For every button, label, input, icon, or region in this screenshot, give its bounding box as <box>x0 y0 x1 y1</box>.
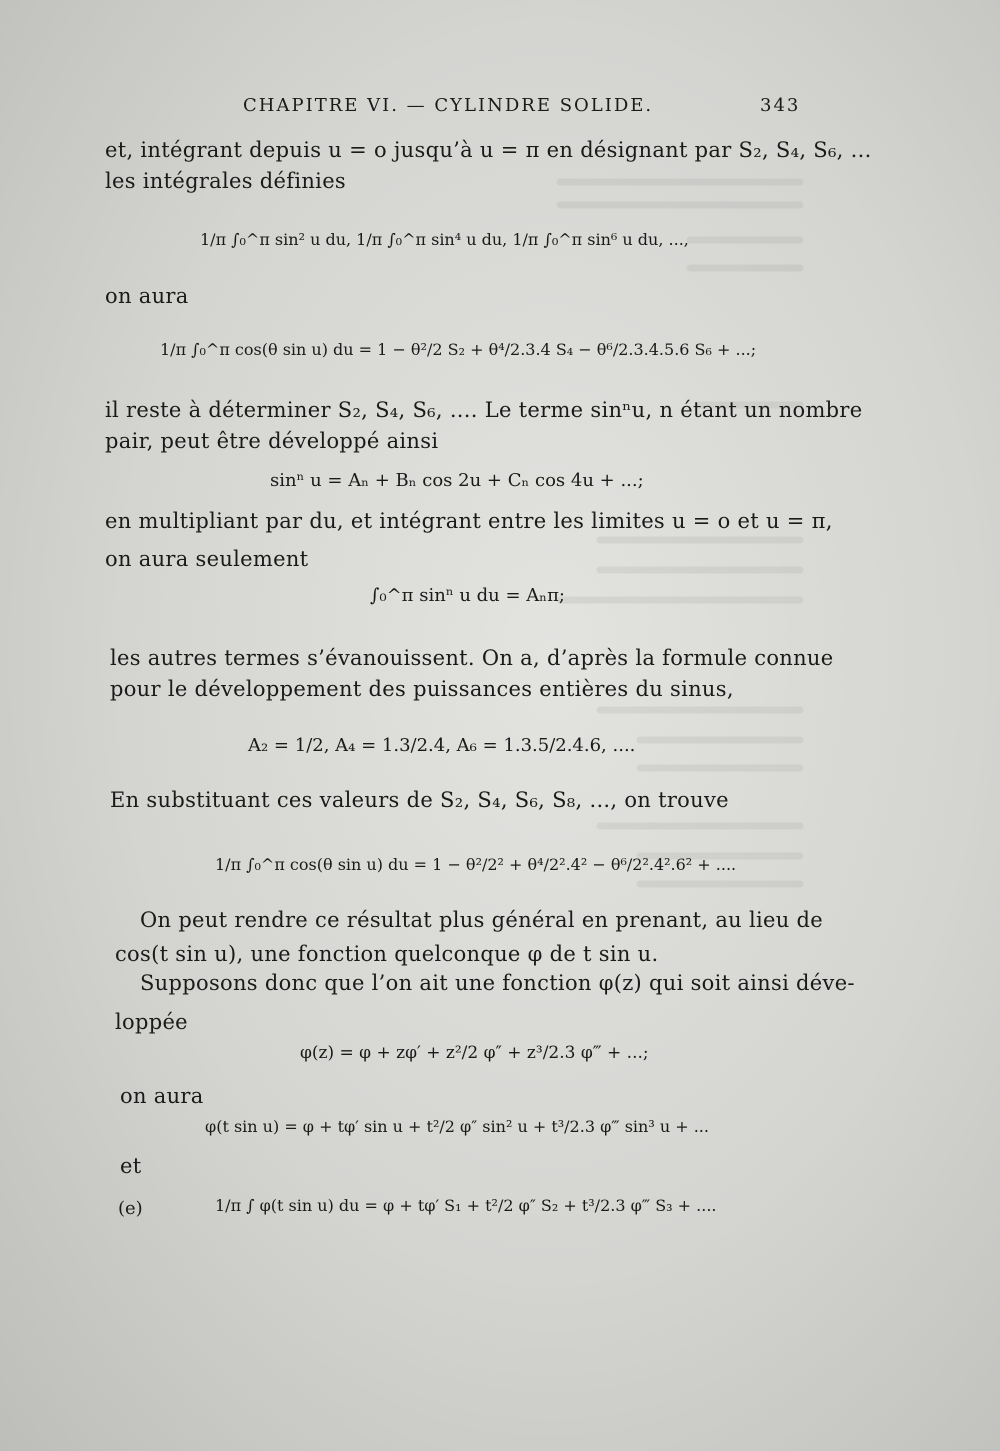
page-number: 343 <box>760 95 801 116</box>
running-title: CHAPITRE VI. — CYLINDRE SOLIDE. <box>243 95 654 116</box>
text-line: les autres termes s’évanouissent. On a, d’après la formule connue <box>110 646 834 670</box>
text-line: pour le développement des puissances entières du sinus, <box>110 677 734 701</box>
text-line: il reste à déterminer S₂, S₄, S₆, .... Le terme sinⁿu, n étant un nombre <box>105 398 863 422</box>
equation: 1/π ∫ φ(t sin u) du = φ + tφ′ S₁ + t²/2 φ″ S₂ + t³/2.3 φ‴ S₃ + .... <box>215 1196 717 1215</box>
text-line: loppée <box>115 1010 188 1034</box>
text-line: en multipliant par du, et intégrant entre les limites u = o et u = π, <box>105 509 833 533</box>
equation: ∫₀^π sinⁿ u du = Aₙπ; <box>370 585 565 606</box>
equation-label: (e) <box>118 1198 143 1219</box>
text-line: on aura <box>120 1084 204 1108</box>
equation: A₂ = 1/2, A₄ = 1.3/2.4, A₆ = 1.3.5/2.4.6, .... <box>248 735 636 756</box>
text-line: et, intégrant depuis u = o jusqu’à u = π en désignant par S₂, S₄, S₆, ... <box>105 138 872 162</box>
text-line: pair, peut être développé ainsi <box>105 429 439 453</box>
text-line: et <box>120 1154 142 1178</box>
text-line: les intégrales définies <box>105 169 347 193</box>
text-line: cos(t sin u), une fonction quelconque φ de t sin u. <box>115 942 659 966</box>
equation: 1/π ∫₀^π cos(θ sin u) du = 1 − θ²/2² + θ⁴/2².4² − θ⁶/2².4².6² + .... <box>215 855 737 874</box>
equation: φ(t sin u) = φ + tφ′ sin u + t²/2 φ″ sin² u + t³/2.3 φ‴ sin³ u + ... <box>205 1117 709 1136</box>
text-line: Supposons donc que l’on ait une fonction φ(z) qui soit ainsi déve- <box>140 971 855 995</box>
equation: φ(z) = φ + zφ′ + z²/2 φ″ + z³/2.3 φ‴ + ...; <box>300 1043 649 1063</box>
text-line: On peut rendre ce résultat plus général en prenant, au lieu de <box>140 908 823 932</box>
equation: sinⁿ u = Aₙ + Bₙ cos 2u + Cₙ cos 4u + ...; <box>270 470 644 491</box>
text-line: on aura seulement <box>105 547 309 571</box>
text-line: on aura <box>105 284 189 308</box>
equation: 1/π ∫₀^π cos(θ sin u) du = 1 − θ²/2 S₂ + θ⁴/2.3.4 S₄ − θ⁶/2.3.4.5.6 S₆ + ...; <box>160 340 757 359</box>
equation: 1/π ∫₀^π sin² u du, 1/π ∫₀^π sin⁴ u du, 1/π ∫₀^π sin⁶ u du, ..., <box>200 230 689 249</box>
text-line: En substituant ces valeurs de S₂, S₄, S₆, S₈, ..., on trouve <box>110 788 729 812</box>
